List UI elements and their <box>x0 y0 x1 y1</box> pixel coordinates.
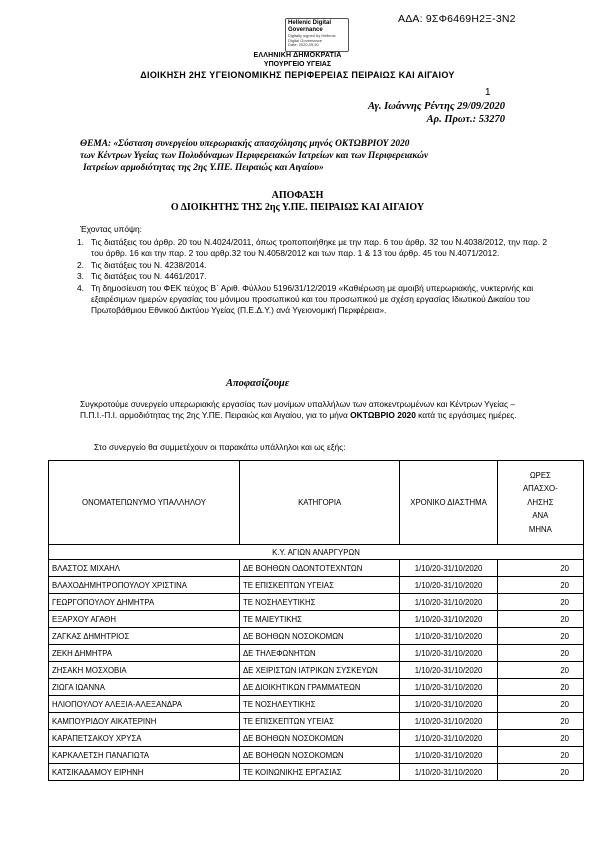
list-text: Τις διατάξεις του Ν. 4238/2014. <box>91 259 207 270</box>
list-text: Τις διατάξεις του άρθρ. 20 του Ν.4024/2011, όπως τροποποιήθηκε με την παρ. 6 του άρθρ. 32 του Ν.4038/2012, την παρ. 2 του άρθρ. 16 και την παρ. 2 του αρθρ.32 του Ν.4058/2012 και των παρ. 1 & 13 του άρθρ. 45 του Ν.4071/2012. <box>91 237 548 258</box>
cell-period: 1/10/20-31/10/2020 <box>400 662 497 679</box>
cell-hours: 20 <box>497 696 583 713</box>
paragraph-tail: κατά τις εργάσιμες ημέρες. <box>415 409 517 420</box>
cell-category: ΤΕ ΜΑΙΕΥΤΙΚΗΣ <box>239 611 399 628</box>
header-hours <box>497 461 583 545</box>
cell-name: ΕΞΑΡΧΟΥ ΑΓΑΘΗ <box>49 611 240 628</box>
cell-hours: 20 <box>497 611 583 628</box>
page-number: 1 <box>485 87 491 98</box>
cell-category: ΔΕ ΧΕΙΡΙΣΤΩΝ ΙΑΤΡΙΚΩΝ ΣΥΣΚΕΥΩΝ <box>239 662 399 679</box>
considering-label: Έχοντας υπόψη: <box>80 224 142 234</box>
table-row <box>49 730 584 747</box>
cell-period: 1/10/20-31/10/2020 <box>400 645 497 662</box>
list-number: 2. <box>77 259 84 270</box>
cell-name: ΖΑΓΚΑΣ ΔΗΜΗΤΡΙΟΣ <box>49 628 240 645</box>
cell-period: 1/10/20-31/10/2020 <box>400 628 497 645</box>
cell-name: ΗΛΙΟΠΟΥΛΟΥ ΑΛΕΞΙΑ-ΑΛΕΞΑΝΔΡΑ <box>49 696 240 713</box>
place-date-block <box>368 100 505 126</box>
decision-paragraph <box>80 399 540 420</box>
cell-period: 1/10/20-31/10/2020 <box>400 577 497 594</box>
cell-name: ΚΑΡΚΑΛΕΤΣΗ ΠΑΝΑΓΙΩΤΑ <box>49 747 240 764</box>
paragraph-month: ΟΚΤΩΒΡΙΟ 2020 <box>350 409 416 420</box>
cell-period: 1/10/20-31/10/2020 <box>400 560 497 577</box>
decision-issuer: Ο ΔΙΟΙΚΗΤΗΣ ΤΗΣ 2ης Υ.ΠΕ. ΠΕΙΡΑΙΩΣ ΚΑΙ ΑΙΓΑΙΟΥ <box>170 202 425 213</box>
cell-name: ΒΛΑΣΤΟΣ ΜΙΧΑΗΛ <box>49 560 240 577</box>
list-number: 1. <box>77 237 84 247</box>
cell-period: 1/10/20-31/10/2020 <box>400 747 497 764</box>
header-hours-line: ΩΡΕΣ <box>529 470 551 480</box>
cell-hours: 20 <box>497 713 583 730</box>
table-row <box>49 747 584 764</box>
cell-period: 1/10/20-31/10/2020 <box>400 679 497 696</box>
seal-line: Hellenic Digital Governance <box>288 20 332 33</box>
seal-line: Date: 2020.09.30 <box>288 42 319 48</box>
subject-line: των Κέντρων Υγείας των Πολυδύναμων Περιφερειακών Ιατρείων και των Περιφερειακών <box>80 151 429 161</box>
section-label: Κ.Υ. ΑΓΙΩΝ ΑΝΑΡΓΥΡΩΝ <box>49 545 584 560</box>
cell-name: ΖΙΩΓΑ ΙΩΑΝΝΑ <box>49 679 240 696</box>
cell-name: ΖΗΣΑΚΗ ΜΟΣΧΟΒΙΑ <box>49 662 240 679</box>
table-row <box>49 577 584 594</box>
protocol-number: Αρ. Πρωτ.: 53270 <box>426 114 505 125</box>
subject-line: Ιατρείων αρμοδιότητας της 2ης Υ.ΠΕ. Πειραιώς και Αιγαίου» <box>83 163 324 173</box>
cell-category: ΤΕ ΕΠΙΣΚΕΠΤΩΝ ΥΓΕΙΑΣ <box>239 577 399 594</box>
cell-category: ΤΕ ΚΟΙΝΩΝΙΚΗΣ ΕΡΓΑΣΙΑΣ <box>239 764 399 781</box>
header-name: ΟΝΟΜΑΤΕΠΩΝΥΜΟ ΥΠΑΛΛΗΛΟΥ <box>49 461 240 545</box>
country-name: ΕΛΛΗΝΙΚΗ ΔΗΜΟΚΡΑΤΙΑ <box>253 52 342 59</box>
cell-name: ΒΛΑΧΟΔΗΜΗΤΡΟΠΟΥΛΟΥ ΧΡΙΣΤΙΝΑ <box>49 577 240 594</box>
table-row <box>49 662 584 679</box>
table-row <box>49 594 584 611</box>
cell-hours: 20 <box>497 764 583 781</box>
header-period: ΧΡΟΝΙΚΟ ΔΙΑΣΤΗΜΑ <box>400 461 497 545</box>
cell-category: ΔΕ ΤΗΛΕΦΩΝΗΤΩΝ <box>239 645 399 662</box>
table-row <box>49 679 584 696</box>
cell-period: 1/10/20-31/10/2020 <box>400 611 497 628</box>
cell-hours: 20 <box>497 594 583 611</box>
table-header-row <box>49 461 584 545</box>
header-hours-line: ΜΗΝΑ <box>528 524 552 534</box>
header-hours-line: ΑΝΑ <box>532 511 549 521</box>
cell-hours: 20 <box>497 730 583 747</box>
cell-period: 1/10/20-31/10/2020 <box>400 730 497 747</box>
legal-basis-list <box>60 237 550 316</box>
list-number: 4. <box>77 282 84 293</box>
cell-hours: 20 <box>497 662 583 679</box>
list-text: Τη δημοσίευση του ΦΕΚ τεύχος Β΄ Αριθ. Φύλλου 5196/31/12/2019 «Καθιέρωση με αμοιβή υπερωριακής, νυκτερινής και εξαιρέσιμων ημερών εργασίας του μόνιμου προσωπικού και του προσωπικού με σχέση εργασίας Ιδιωτικού Δικαίου του Πρωτοβάθμιου Εθνικού Δικτύου Υγείας (Π.Ε.Δ.Υ.) ανά Υγειονομική Περιφέρεια». <box>91 282 534 315</box>
table-row <box>49 560 584 577</box>
decide-heading: Αποφασίζουμε <box>226 378 290 389</box>
authority-name: ΔΙΟΙΚΗΣΗ 2ΗΣ ΥΓΕΙΟΝΟΜΙΚΗΣ ΠΕΡΙΦΕΡΕΙΑΣ ΠΕΙΡΑΙΩΣ ΚΑΙ ΑΙΓΑΙΟΥ <box>140 70 455 80</box>
place-date: Αγ. Ιωάννης Ρέντης 29/09/2020 <box>367 101 505 112</box>
subject-block <box>80 138 550 174</box>
cell-hours: 20 <box>497 628 583 645</box>
list-text: Τις διατάξεις του Ν. 4461/2017. <box>91 271 207 281</box>
header-hours-line: ΛΗΣΗΣ <box>527 497 554 507</box>
seal-line: Digitally signed by Hellenic Digital Governance <box>288 33 336 43</box>
cell-period: 1/10/20-31/10/2020 <box>400 764 497 781</box>
cell-category: ΔΕ ΔΙΟΙΚΗΤΙΚΩΝ ΓΡΑΜΜΑΤΕΩΝ <box>239 679 399 696</box>
cell-category: ΔΕ ΒΟΗΘΩΝ ΝΟΣΟΚΟΜΩΝ <box>239 628 399 645</box>
cell-category: ΤΕ ΕΠΙΣΚΕΠΤΩΝ ΥΓΕΙΑΣ <box>239 713 399 730</box>
staff-table <box>48 460 584 781</box>
cell-hours: 20 <box>497 645 583 662</box>
list-item <box>60 237 550 259</box>
table-row <box>49 628 584 645</box>
table-row <box>49 611 584 628</box>
cell-category: ΔΕ ΒΟΗΘΩΝ ΝΟΣΟΚΟΜΩΝ <box>239 730 399 747</box>
ministry-name: ΥΠΟΥΡΓΕΙΟ ΥΓΕΙΑΣ <box>263 61 332 68</box>
cell-name: ΓΕΩΡΓΟΠΟΥΛΟΥ ΔΗΜΗΤΡΑ <box>49 594 240 611</box>
cell-name: ΖΕΚΗ ΔΗΜΗΤΡΑ <box>49 645 240 662</box>
participants-intro: Στο συνεργείο θα συμμετέχουν οι παρακάτω υπάλληλοι και ως εξής: <box>94 442 346 452</box>
table-row <box>49 764 584 781</box>
cell-hours: 20 <box>497 560 583 577</box>
cell-category: ΔΕ ΒΟΗΘΩΝ ΝΟΣΟΚΟΜΩΝ <box>239 747 399 764</box>
cell-hours: 20 <box>497 747 583 764</box>
list-number: 3. <box>77 271 84 281</box>
cell-hours: 20 <box>497 577 583 594</box>
cell-period: 1/10/20-31/10/2020 <box>400 713 497 730</box>
paragraph-text: Συγκροτούμε συνεργείο υπερωριακής εργασίας των μονίμων υπαλλήλων των αποκεντρωμένων και Κέντρων Υγείας – Π.Π.Ι.-Π.Ι. αρμοδιότητας της 2ης Υ.ΠΕ. Πειραιώς και Αιγαίου, για το μήνα <box>80 399 516 420</box>
cell-category: ΤΕ ΝΟΣΗΛΕΥΤΙΚΗΣ <box>239 696 399 713</box>
cell-name: ΚΑΡΑΠΕΤΣΑΚΟΥ ΧΡΥΣΑ <box>49 730 240 747</box>
header-hours-line: ΑΠΑΣΧΟ- <box>522 484 558 494</box>
header-category: ΚΑΤΗΓΟΡΙΑ <box>239 461 399 545</box>
table-row <box>49 645 584 662</box>
cell-name: ΚΑΜΠΟΥΡΙΔΟΥ ΑΙΚΑΤΕΡΙΝΗ <box>49 713 240 730</box>
digital-signature-seal <box>285 18 349 52</box>
table-row <box>49 713 584 730</box>
cell-hours: 20 <box>497 679 583 696</box>
cell-name: ΚΑΤΣΙΚΑΔΑΜΟΥ ΕΙΡΗΝΗ <box>49 764 240 781</box>
decision-title: ΑΠΟΦΑΣΗ <box>271 190 324 201</box>
list-item <box>60 271 550 282</box>
ada-code: ΑΔΑ: 9ΣΦ6469Η2Ξ-3Ν2 <box>398 13 516 25</box>
table-row <box>49 696 584 713</box>
subject-line: ΘΕΜΑ: «Σύσταση συνεργείου υπερωριακής απασχόλησης μηνός ΟΚΤΩΒΡΙΟΥ 2020 <box>80 139 410 149</box>
cell-period: 1/10/20-31/10/2020 <box>400 594 497 611</box>
section-row <box>49 545 584 560</box>
cell-category: ΔΕ ΒΟΗΘΩΝ ΟΔΟΝΤΟΤΕΧΝΤΩΝ <box>239 560 399 577</box>
cell-period: 1/10/20-31/10/2020 <box>400 696 497 713</box>
list-item <box>60 260 550 271</box>
list-item <box>60 283 550 316</box>
cell-category: ΤΕ ΝΟΣΗΛΕΥΤΙΚΗΣ <box>239 594 399 611</box>
